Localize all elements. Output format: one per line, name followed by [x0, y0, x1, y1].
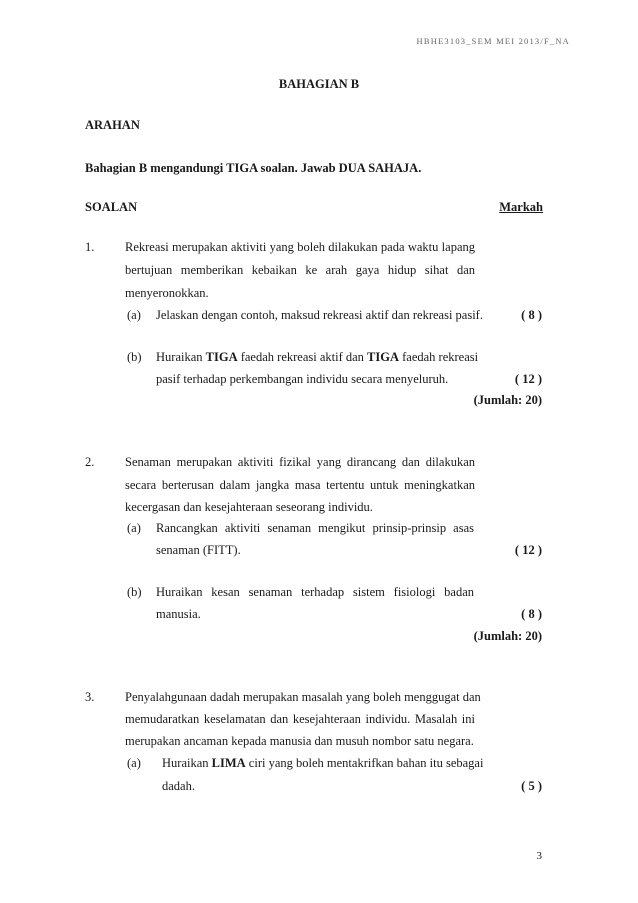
question-text-line: bertujuan memberikan kebaikan ke arah gaya hidup sihat dan	[125, 263, 475, 277]
subquestion-text: Jelaskan dengan contoh, maksud rekreasi aktif dan rekreasi pasif.	[156, 308, 483, 322]
emphasis-text: TIGA	[205, 350, 238, 364]
question-text-line: memudaratkan keselamatan dan kesejahteraan individu. Masalah ini	[125, 712, 475, 726]
subquestion-text-line: senaman (FITT).	[156, 543, 241, 557]
question-number: 3.	[85, 690, 95, 704]
question-number: 1.	[85, 240, 95, 254]
subquestion-text-line: dadah.	[162, 779, 195, 793]
page-number: 3	[536, 850, 542, 862]
question-text-line: Penyalahgunaan dadah merupakan masalah yang boleh menggugat dan	[125, 690, 481, 704]
emphasis-text: LIMA	[211, 756, 246, 770]
question-text-line: menyeronokkan.	[125, 286, 209, 300]
subquestion-mark: ( 8 )	[521, 607, 542, 621]
question-text-line: Senaman merupakan aktiviti fizikal yang dirancang dan dilakukan	[125, 455, 475, 469]
text-run: faedah rekreasi aktif dan	[240, 350, 364, 364]
markah-heading: Markah	[499, 200, 543, 214]
subquestion-mark: ( 12 )	[514, 543, 542, 557]
subquestion-text-line: Rancangkan aktiviti senaman mengikut prinsip-prinsip asas	[156, 521, 474, 535]
question-text-line: Rekreasi merupakan aktiviti yang boleh dilakukan pada waktu lapang	[125, 240, 475, 254]
question-text-line: secara berterusan dalam jangka masa tertentu untuk meningkatkan	[125, 478, 475, 492]
subquestion-mark: ( 8 )	[521, 308, 542, 322]
subquestion-text	[162, 756, 484, 771]
question-total: (Jumlah: 20)	[473, 629, 542, 643]
subquestion-text-line: manusia.	[156, 607, 201, 621]
arahan-heading: ARAHAN	[85, 118, 140, 132]
instruction-text: Bahagian B mengandungi TIGA soalan. Jawab DUA SAHAJA.	[85, 161, 422, 175]
question-number: 2.	[85, 455, 95, 469]
subquestion-label: (a)	[127, 308, 141, 322]
subquestion-label: (b)	[127, 350, 142, 364]
subquestion-text	[156, 350, 479, 365]
document-code: HBHE3103_SEM MEI 2013/F_NA	[416, 36, 570, 46]
question-total: (Jumlah: 20)	[473, 393, 542, 407]
text-run: Huraikan	[162, 756, 209, 770]
section-title: BAHAGIAN B	[278, 77, 360, 91]
subquestion-label: (b)	[127, 585, 142, 599]
subquestion-text-line: Huraikan kesan senaman terhadap sistem fisiologi badan	[156, 585, 474, 599]
emphasis-text: TIGA	[367, 350, 399, 364]
question-text-line: kecergasan dan kesejahteraan seseorang individu.	[125, 500, 373, 514]
question-text-line: merupakan ancaman kepada manusia dan musuh nombor satu negara.	[125, 734, 474, 748]
text-run: Huraikan	[156, 350, 203, 364]
subquestion-mark: ( 12 )	[514, 372, 542, 386]
soalan-heading: SOALAN	[85, 200, 138, 214]
subquestion-mark: ( 5 )	[521, 779, 542, 793]
subquestion-text-line: pasif terhadap perkembangan individu secara menyeluruh.	[156, 372, 449, 386]
text-run: faedah rekreasi	[402, 350, 479, 364]
text-run: ciri yang boleh mentakrifkan bahan itu sebagai	[248, 756, 484, 770]
subquestion-label: (a)	[127, 521, 141, 535]
subquestion-label: (a)	[127, 756, 141, 770]
